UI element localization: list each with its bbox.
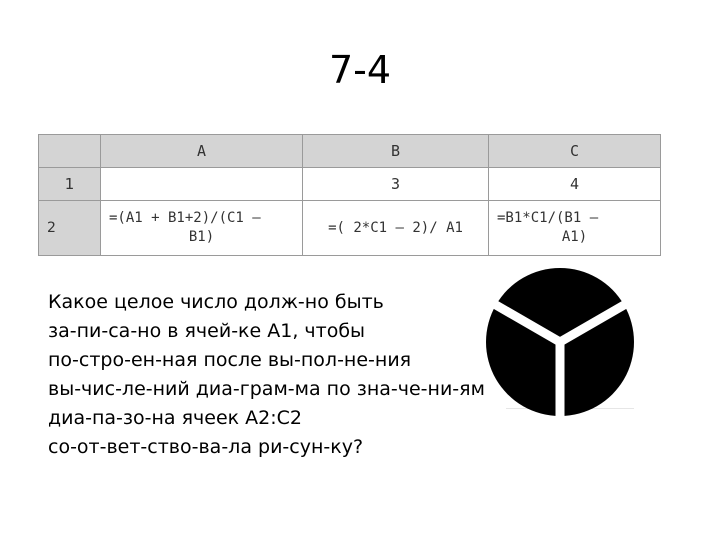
- cell-a2-formula-line1: =(A1 + B1+2)/(C1 –: [109, 210, 261, 226]
- spreadsheet-table: [38, 134, 661, 256]
- cell-c2[interactable]: [489, 201, 661, 256]
- slide-title: 7-4: [328, 48, 392, 92]
- question-line: по-стро-ен-ная после вы-пол-не-ния: [48, 349, 412, 371]
- cell-c2-formula-line1: =B1*C1/(B1 –: [497, 210, 599, 226]
- row-header-1[interactable]: 1: [39, 168, 101, 201]
- question-line: со-от-вет-ство-ва-ла ри-сун-ку?: [48, 436, 364, 458]
- question-line: вы-чис-ле-ний диа-грам-ма по зна-че-ни-ям: [48, 378, 485, 400]
- column-header-a[interactable]: A: [101, 135, 303, 168]
- cell-c2-formula-line2: A1): [561, 229, 588, 245]
- cell-b2[interactable]: =( 2*C1 – 2)/ A1: [303, 201, 489, 256]
- row-header-2[interactable]: 2: [39, 201, 101, 256]
- question-line: диа-па-зо-на ячеек A2:С2: [48, 407, 302, 429]
- question-line: за-пи-са-но в ячей-ке A1, чтобы: [48, 320, 366, 342]
- cell-a2-formula-line2: B1): [188, 229, 215, 245]
- cell-b1[interactable]: 3: [303, 168, 489, 201]
- column-header-row: [39, 135, 661, 168]
- question-text: [48, 288, 518, 462]
- cell-c1[interactable]: 4: [489, 168, 661, 201]
- corner-cell: [39, 135, 101, 168]
- cell-a1[interactable]: [101, 168, 303, 201]
- pie-chart: [480, 262, 640, 422]
- cell-a2[interactable]: [101, 201, 303, 256]
- column-header-b[interactable]: B: [303, 135, 489, 168]
- column-header-c[interactable]: C: [489, 135, 661, 168]
- question-line: Какое целое число долж-но быть: [48, 291, 384, 313]
- table-row: [39, 201, 661, 256]
- table-row: [39, 168, 661, 201]
